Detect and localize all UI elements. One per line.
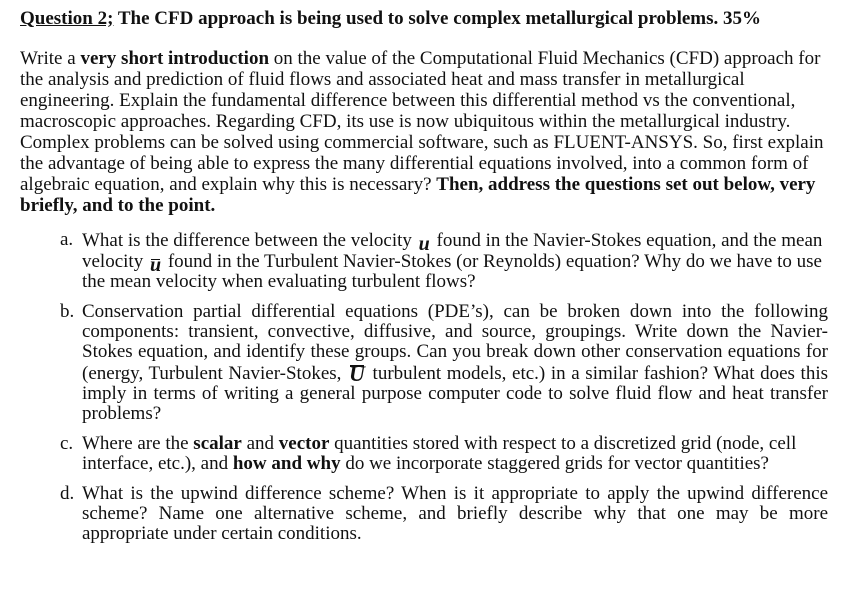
question-c-bold-2: vector <box>278 433 330 454</box>
question-c-text-3: quantities stored with respect to a discretized grid (node, cell interface, etc.), and <box>82 433 797 474</box>
question-a <box>60 229 834 292</box>
question-b-text-2: turbulent models, etc.) in a similar fashion? What does this imply in terms of writing a general purpose computer code to solve fluid flow and heat transfer problems? <box>82 363 828 424</box>
question-c-text-1: Where are the <box>82 433 194 454</box>
question-heading <box>20 8 834 30</box>
question-title: The CFD approach is being used to solve complex metallurgical problems. 35% <box>113 8 762 29</box>
mean-velocity-U-symbol: U <box>349 361 365 386</box>
question-c-text-4: do we incorporate staggered grids for vector quantities? <box>340 453 769 474</box>
intro-text-2: on the value of the Computational Fluid Mechanics (CFD) approach for the analysis and prediction of fluid flows and associated heat and mass transfer in metallurgical engineering. Explain the fundamental difference between this differential method vs the conventional, macroscopic approaches. Regarding CFD, its use is now ubiquitous within the metallurgical industry. Complex problems can be solved using commercial software, such as FLUENT-ANSYS. So, first explain the advantage of being able to express the many differential equations involved, into a common form of algebraic equation, and explain why this is necessary? <box>20 48 824 195</box>
question-d-letter: d. <box>60 483 75 504</box>
question-c-letter: c. <box>60 433 74 454</box>
velocity-u-symbol: u <box>418 233 430 255</box>
question-list <box>20 230 834 544</box>
intro-paragraph <box>20 48 834 216</box>
question-a-text-1: What is the difference between the velocity <box>82 230 417 251</box>
question-c-bold-3: how and why <box>232 453 341 474</box>
question-b <box>60 301 834 424</box>
question-b-text-1: Conservation partial differential equations (PDE’s), can be broken down into the following components: transient, convective, diffusive, and source, groupings. Write down the Navier-Stokes equation, and identify these groups. Can you break down other conservation equations for (energy, Turbulent Navier-Stokes, <box>82 301 828 384</box>
question-a-letter: a. <box>60 229 74 250</box>
question-d-text-1: What is the upwind difference scheme? When is it appropriate to apply the upwind difference scheme? Name one alternative scheme, and briefly describe why that one may be more appropriate under certain conditions. <box>82 483 828 544</box>
mean-velocity-u-symbol: u <box>149 254 162 276</box>
question-c-bold-1: scalar <box>193 433 242 454</box>
intro-bold-1: very short introduction <box>80 48 270 69</box>
question-c <box>60 433 834 474</box>
question-a-text-2: found in the Navier-Stokes equation, and the mean velocity <box>82 230 823 272</box>
question-number: Question 2; <box>20 8 114 29</box>
question-c-text-2: and <box>241 433 279 454</box>
question-b-letter: b. <box>60 301 75 322</box>
question-d <box>60 483 834 544</box>
intro-bold-2: Then, address the questions set out below, very briefly, and to the point. <box>20 174 816 216</box>
question-a-text-3: found in the Turbulent Navier-Stokes (or Reynolds) equation? Why do we have to use the mean velocity when evaluating turbulent flows? <box>82 251 822 292</box>
intro-text-1: Write a <box>20 48 81 69</box>
